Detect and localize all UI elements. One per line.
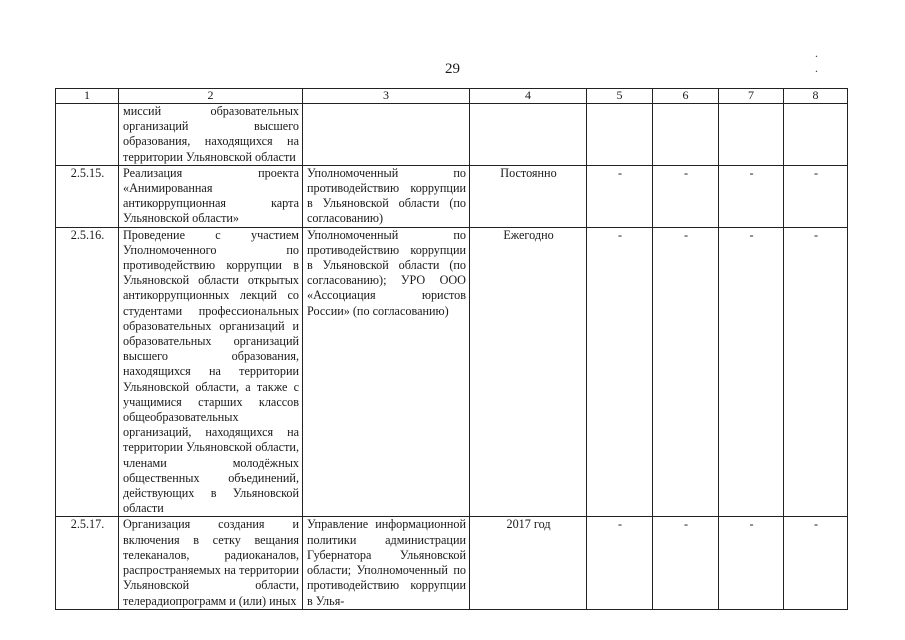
item-col-5: - <box>587 517 653 609</box>
item-responsible: Уполномоченный по противодействию коррупции в Ульяновской области (по согласованию); УРО ООО «Ассоциация юристов России» (по согласованию) <box>303 227 470 517</box>
item-col-5: - <box>587 227 653 517</box>
item-col-8: - <box>784 165 848 227</box>
header-col-7: 7 <box>719 89 784 104</box>
item-col-7: - <box>719 227 784 517</box>
item-col-8 <box>784 104 848 166</box>
item-description: миссий образовательных организаций высшего образования, находящихся на территории Ульяновской области <box>119 104 303 166</box>
item-col-6 <box>653 104 719 166</box>
table-row <box>56 104 848 166</box>
item-description: Организация создания и включения в сетку вещания телеканалов, радиоканалов, распространяемых на территории Ульяновской области, телерадиопрограмм и (или) иных <box>119 517 303 609</box>
item-responsible: Управление информационной политики администрации Губернатора Ульяновской области; Уполномоченный по противодействию коррупции в Улья- <box>303 517 470 609</box>
item-col-6: - <box>653 517 719 609</box>
table-row <box>56 517 848 609</box>
scan-specks: . . <box>815 46 846 75</box>
item-col-8: - <box>784 517 848 609</box>
item-number: 2.5.15. <box>56 165 119 227</box>
item-col-7: - <box>719 517 784 609</box>
item-col-7 <box>719 104 784 166</box>
item-term: 2017 год <box>470 517 587 609</box>
item-number <box>56 104 119 166</box>
page-number: 29 <box>445 61 460 77</box>
header-col-8: 8 <box>784 89 848 104</box>
item-responsible <box>303 104 470 166</box>
item-col-5 <box>587 104 653 166</box>
item-term: Постоянно <box>470 165 587 227</box>
item-description: Реализация проекта «Анимированная антикоррупционная карта Ульяновской области» <box>119 165 303 227</box>
item-description: Проведение с участием Уполномоченного по противодействию коррупции в Ульяновской области открытых антикоррупционных лекций со студентами профессиональных образовательных организаций и образовательных организаций высшего образования, находящихся на территории Ульяновской области, а также с учащимися старших классов общеобразовательных организаций, находящихся на территории Ульяновской области, членами молодёжных общественных объединений, действующих в Ульяновской области <box>119 227 303 517</box>
item-col-5: - <box>587 165 653 227</box>
header-col-4: 4 <box>470 89 587 104</box>
table-header-row <box>56 89 848 104</box>
item-number: 2.5.16. <box>56 227 119 517</box>
measures-table <box>55 88 848 610</box>
header-col-3: 3 <box>303 89 470 104</box>
item-number: 2.5.17. <box>56 517 119 609</box>
item-col-8: - <box>784 227 848 517</box>
header-col-2: 2 <box>119 89 303 104</box>
item-col-7: - <box>719 165 784 227</box>
item-term <box>470 104 587 166</box>
table-row <box>56 227 848 517</box>
item-col-6: - <box>653 165 719 227</box>
item-responsible: Уполномоченный по противодействию коррупции в Ульяновской области (по согласованию) <box>303 165 470 227</box>
item-term: Ежегодно <box>470 227 587 517</box>
header-col-5: 5 <box>587 89 653 104</box>
item-col-6: - <box>653 227 719 517</box>
table-row <box>56 165 848 227</box>
header-col-6: 6 <box>653 89 719 104</box>
header-col-1: 1 <box>56 89 119 104</box>
